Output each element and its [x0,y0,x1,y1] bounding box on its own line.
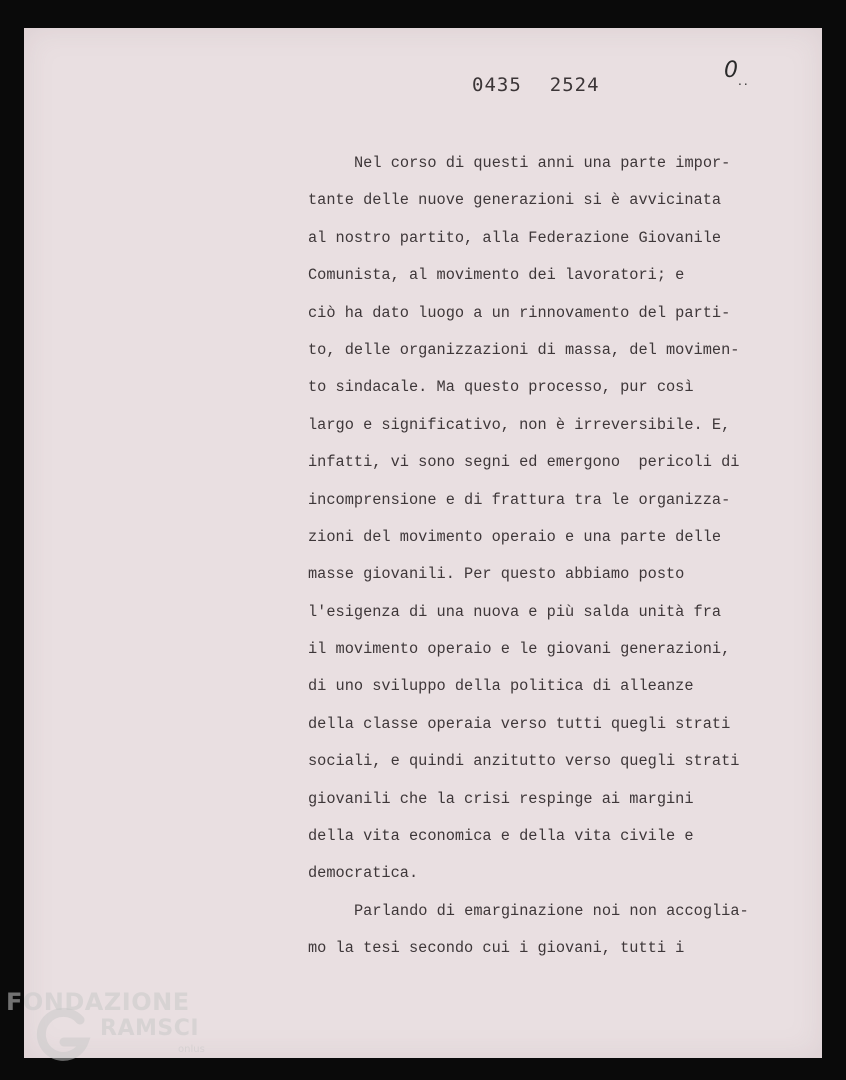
text-line: della classe operaia verso tutti quegli strati [308,714,731,733]
text-line: incomprensione e di frattura tra le organizza- [308,490,731,509]
text-line: al nostro partito, alla Federazione Giovanile [308,228,722,247]
text-line: Parlando di emarginazione noi non accoglia- [354,901,749,920]
text-line: infatti, vi sono segni ed emergono pericoli di [308,453,740,472]
handwritten-mark: 0 [724,58,738,83]
text-line: to sindacale. Ma questo processo, pur così [308,378,694,397]
handwritten-dots: .. [738,74,750,88]
text-line: il movimento operaio e le giovani generazioni, [308,640,731,659]
text-line: zioni del movimento operaio e una parte delle [308,527,722,546]
text-line: tante delle nuove generazioni si è avvicinata [308,191,722,210]
text-line: mo la tesi secondo cui i giovani, tutti i [308,939,685,958]
text-line: Nel corso di questi anni una parte impor- [354,154,731,172]
text-line: largo e significativo, non è irreversibile. E, [308,415,731,434]
document-number-left: 0435 [472,74,522,96]
g-logo-icon [34,1006,94,1066]
text-line: Comunista, al movimento dei lavoratori; e [308,266,685,285]
text-line: della vita economica e della vita civile e [308,827,694,846]
watermark-line1: FONDAZIONE [6,988,190,1016]
watermark-line2: RAMSCI [100,1016,200,1041]
fondazione-gramsci-watermark [6,988,216,1078]
text-line: ciò ha dato luogo a un rinnovamento del parti- [308,303,731,322]
text-line: democratica. [308,864,419,883]
document-number-right: 2524 [549,74,600,96]
text-line: to, delle organizzazioni di massa, del movimen- [308,340,740,359]
text-line: masse giovanili. Per questo abbiamo posto [308,565,685,584]
text-line: l'esigenza di una nuova e più salda unità fra [308,602,722,621]
text-line: giovanili che la crisi respinge ai margini [308,789,694,808]
document-number [472,74,600,96]
text-line: sociali, e quindi anzitutto verso quegli strati [308,752,740,771]
text-line: di uno sviluppo della politica di alleanze [308,677,694,696]
watermark-line3: onlus [178,1044,205,1055]
typed-text-body [308,148,788,971]
